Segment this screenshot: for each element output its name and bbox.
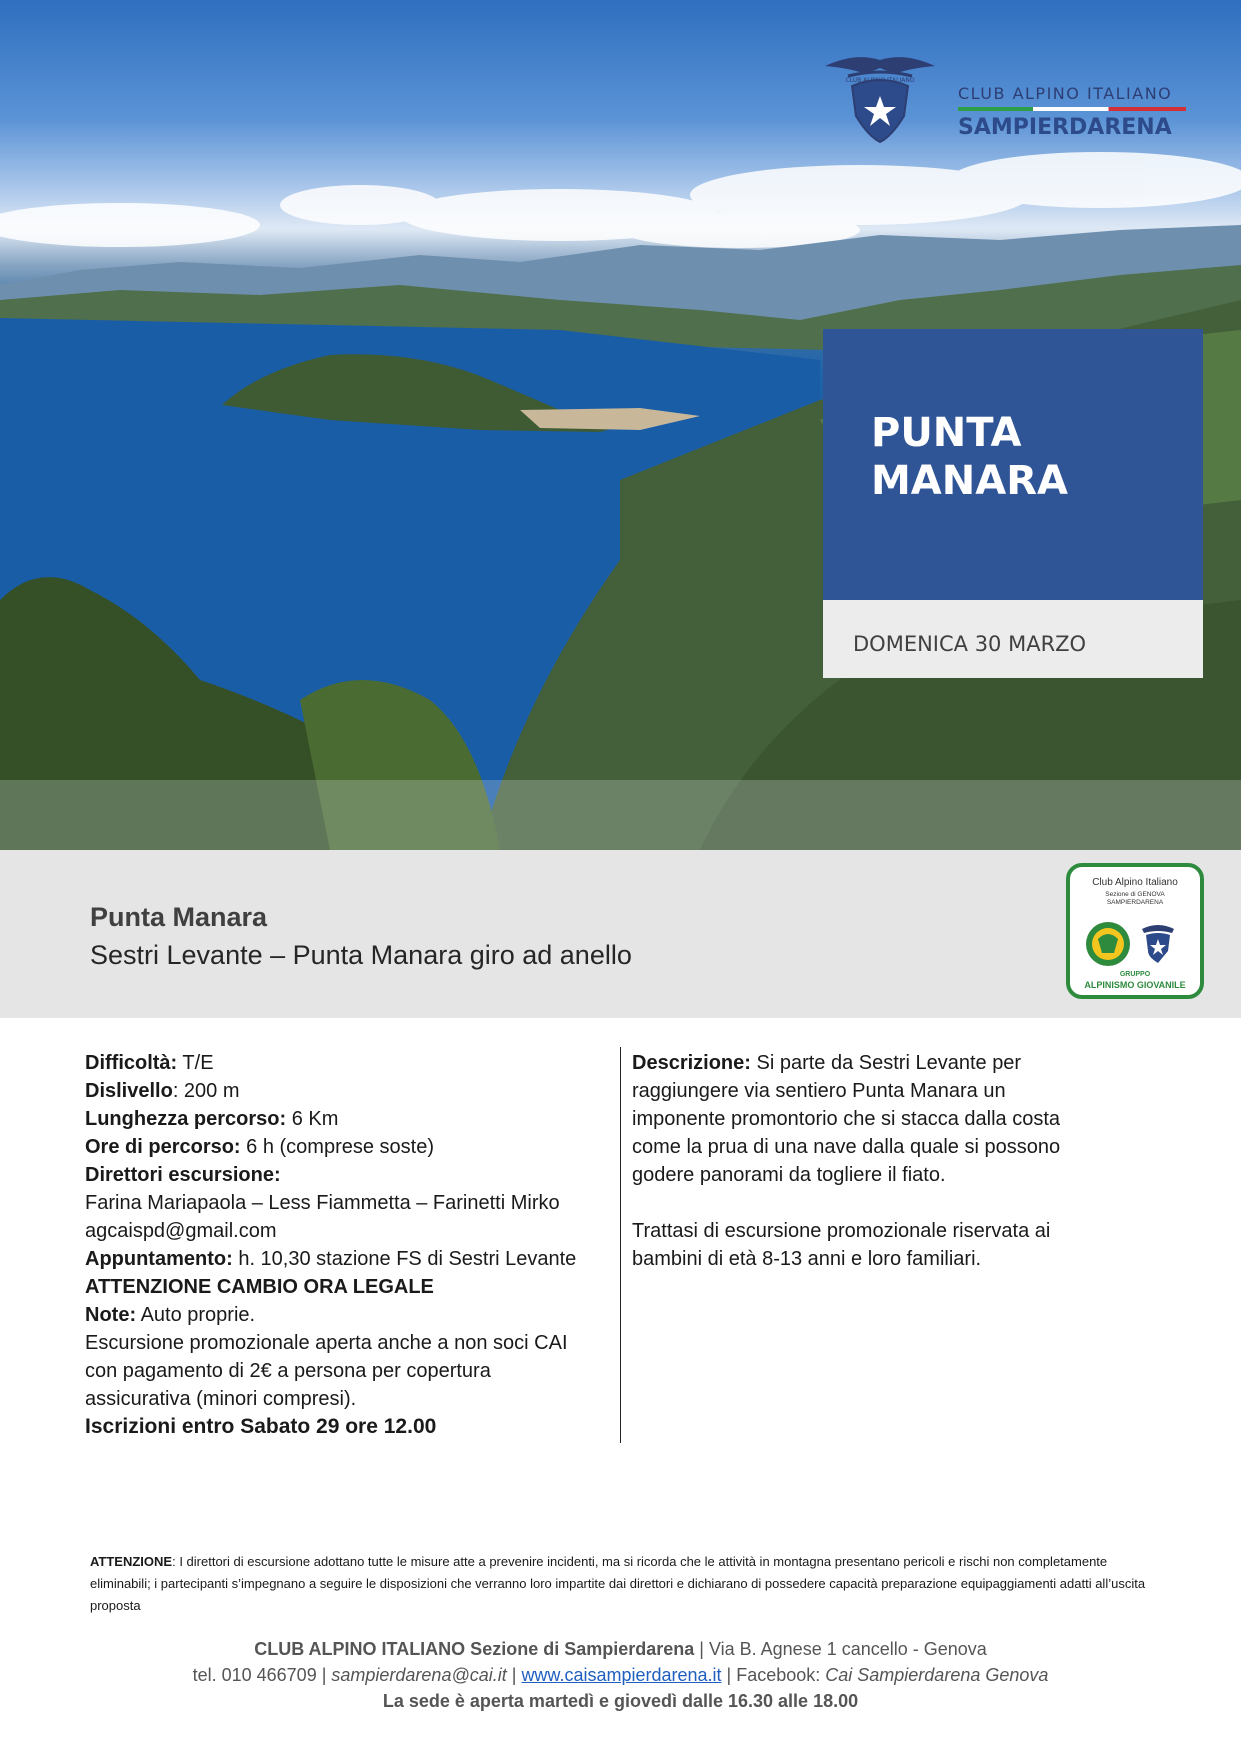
warning-label: ATTENZIONE	[90, 1554, 173, 1569]
tricolor-stripe	[958, 107, 1186, 111]
meeting-value: h. 10,30 stazione FS di Sestri Levante	[232, 1248, 577, 1270]
directors-label: Direttori escursione:	[85, 1164, 281, 1186]
footer-separator: |	[506, 1665, 522, 1685]
time-change-notice	[85, 1273, 615, 1301]
description-paragraph-2: Trattasi di escursione promozionale riservata ai bambini di età 8-13 anni e loro familiari.	[632, 1220, 1051, 1270]
eagle-star-seal-icon	[820, 46, 940, 156]
elevation-row	[85, 1077, 615, 1105]
footer-facebook[interactable]: Cai Sampierdarena Genova	[825, 1665, 1049, 1685]
notes-line4: assicurativa (minori compresi).	[85, 1388, 357, 1410]
event-date: DOMENICA 30 MARZO	[853, 632, 1087, 656]
column-divider	[620, 1047, 621, 1443]
footer-line1	[0, 1636, 1241, 1662]
footer-website-link[interactable]: www.caisampierdarena.it	[521, 1665, 722, 1685]
footer-org: CLUB ALPINO ITALIANO Sezione di Sampierdarena	[254, 1639, 695, 1659]
length-row	[85, 1105, 615, 1133]
directors-names: Farina Mariapaola – Less Fiammetta – Farinetti Mirko	[85, 1192, 560, 1214]
notes-value: Auto proprie.	[136, 1304, 256, 1326]
notes-row	[85, 1301, 615, 1329]
difficulty-row	[85, 1049, 615, 1077]
hours-label: Ore di percorso:	[85, 1136, 241, 1158]
footer-line3	[0, 1688, 1241, 1714]
warning-text: : I direttori di escursione adottano tutte le misure atte a prevenire incidenti, ma si ricorda che le attività in montagna presentano pericoli e rischi non completamente eliminabili; i partecipanti s’impegnano a seguire le disposizioni che verranno loro impartite dai direttori e dichiarano di possedere capacità preparazione equipaggiamenti adatti all’uscita proposta	[90, 1554, 1146, 1613]
event-title-line1: PUNTA	[871, 410, 1022, 456]
notes-label: Note:	[85, 1304, 137, 1326]
hours-row	[85, 1133, 615, 1161]
ag-logo-line3: GRUPPO	[1119, 971, 1151, 978]
seal-text: CLUB ALPINO ITALIANO	[845, 77, 915, 84]
section-name: SAMPIERDARENA	[958, 115, 1172, 140]
description	[632, 1049, 1092, 1273]
description-label: Descrizione:	[632, 1052, 751, 1074]
footer-hours: La sede è aperta martedì e giovedì dalle 16.30 alle 18.00	[382, 1691, 859, 1711]
summary-band	[0, 850, 1241, 1018]
footer-phone: tel. 010 466709 |	[192, 1665, 332, 1685]
notes-line2: Escursione promozionale aperta anche a non soci CAI	[85, 1332, 568, 1354]
event-date-box	[823, 600, 1203, 678]
description-text-1: Si parte da Sestri Levante per raggiungere via sentiero Punta Manara un imponente promontorio che si stacca dalla costa come la prua di una nave dalla quale si possono godere panorami da togliere il fiato.	[632, 1052, 1061, 1186]
time-change-notice-text: ATTENZIONE CAMBIO ORA LEGALE	[85, 1276, 434, 1298]
event-title-box	[823, 329, 1203, 600]
ag-logo-line2a: Sezione di GENOVA	[1105, 891, 1165, 898]
hours-value: 6 h (comprese soste)	[240, 1136, 435, 1158]
route-title: Punta Manara	[90, 902, 268, 932]
footer	[0, 1636, 1241, 1714]
ag-logo-line4: ALPINISMO GIOVANILE	[1084, 980, 1186, 990]
difficulty-label: Difficoltà:	[85, 1052, 178, 1074]
contact-email[interactable]: agcaispd@gmail.com	[85, 1220, 277, 1242]
safety-warning	[90, 1551, 1160, 1617]
footer-address: | Via B. Agnese 1 cancello - Genova	[694, 1639, 987, 1659]
alpinismo-giovanile-logo	[1066, 863, 1204, 999]
difficulty-value: T/E	[177, 1052, 214, 1074]
route-subtitle: Sestri Levante – Punta Manara giro ad anello	[90, 940, 632, 970]
event-details	[85, 1049, 615, 1441]
event-title-line2: MANARA	[871, 458, 1068, 504]
elevation-value: : 200 m	[172, 1080, 240, 1102]
registration-deadline-text: Iscrizioni entro Sabato 29 ore 12.00	[85, 1415, 437, 1438]
footer-line2	[0, 1662, 1241, 1688]
ag-logo-line1: Club Alpino Italiano	[1092, 877, 1178, 888]
description-paragraph-1	[632, 1049, 1092, 1189]
cai-sampierdarena-logo	[820, 46, 1200, 156]
registration-deadline	[85, 1413, 615, 1441]
meeting-row	[85, 1245, 615, 1273]
ag-logo-line2b: SAMPIERDARENA	[1106, 899, 1164, 906]
club-name: CLUB ALPINO ITALIANO	[958, 84, 1173, 103]
footer-email[interactable]: sampierdarena@cai.it	[331, 1665, 507, 1685]
event-title	[871, 409, 1171, 505]
length-label: Lunghezza percorso:	[85, 1108, 287, 1130]
length-value: 6 Km	[286, 1108, 339, 1130]
notes-line3: con pagamento di 2€ a persona per copertura	[85, 1360, 491, 1382]
footer-facebook-label: | Facebook:	[721, 1665, 826, 1685]
elevation-label: Dislivello	[85, 1080, 173, 1102]
directors-row	[85, 1161, 615, 1189]
meeting-label: Appuntamento:	[85, 1248, 233, 1270]
